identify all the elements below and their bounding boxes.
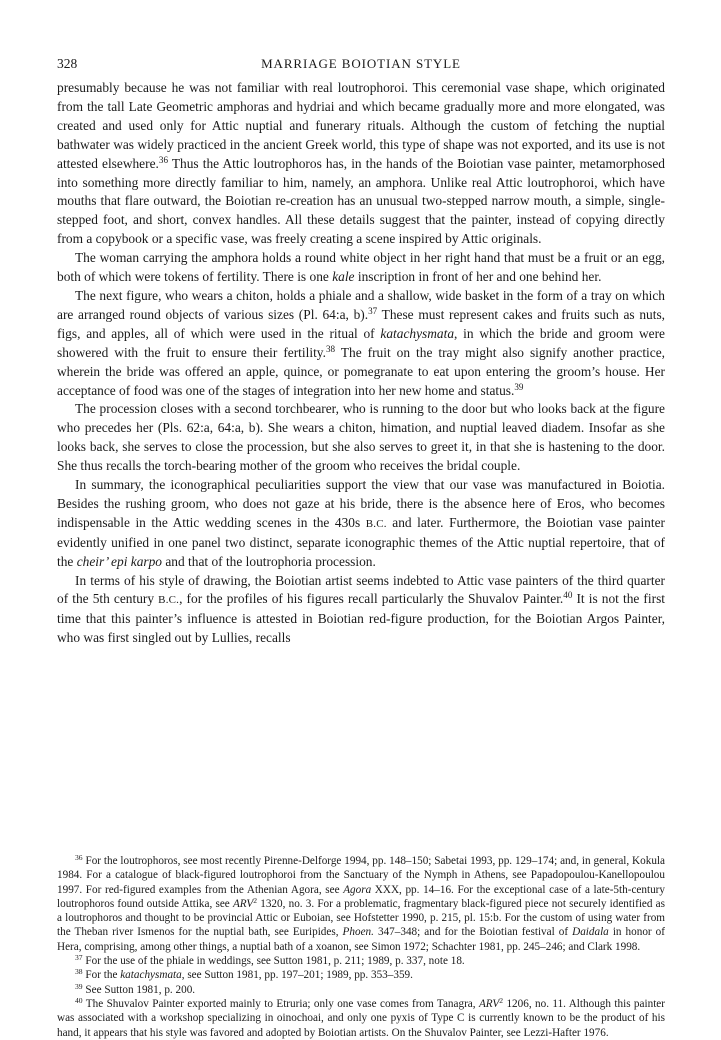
text-run: In terms of his style of drawing, the Boiotian artist seems indebted to Attic vase painters of the third quarter of the 5th century (57, 572, 665, 607)
footnote-ref-37: 37 (368, 305, 378, 316)
italic-title: Daidala (572, 926, 609, 939)
page-header (57, 56, 665, 72)
era-abbrev: B.C. (158, 594, 180, 607)
text-run: , in which the bride and groom were showered with the fruit to ensure their fertility. (57, 325, 666, 360)
text-run: The Shuvalov Painter exported mainly to Etruria; only one vase comes from Tanagra, (82, 997, 479, 1010)
italic-title: Phoen. (342, 926, 374, 939)
text-run: and later. Furthermore, the Boiotian vase painter evidently unified in one panel two distinct, separate iconographic themes of the Attic nuptial repertoire, that of the (57, 514, 665, 569)
text-run: The woman carrying the amphora holds a round white object in her right hand that must be a fruit or an egg, both of which were tokens of fertility. There is one (57, 250, 665, 285)
text-run: inscription in front of her and one behind her. (354, 269, 602, 285)
italic-title: ARV (232, 897, 254, 910)
italic-term-kale: kale (332, 269, 355, 285)
footnote-number: 39 (75, 981, 83, 991)
footnote-36 (57, 854, 665, 954)
footnote-number: 38 (75, 967, 83, 977)
footnote-38 (57, 968, 665, 982)
paragraph-3 (57, 287, 665, 400)
page-number: 328 (57, 56, 78, 71)
text-run: Thus the Attic loutrophoros has, in the hands of the Boiotian vase painter, metamorphosed into something more directly familiar to him, namely, an amphora. Unlike real Attic loutrophoroi, which have mouths that flare outward, the Boiotian re-creation has an unusual two-stepped narrow mouth, a simple, single-stepped foot, and short, convex handles. All these details suggest that the painter, instead of copying directly from a copybook or a specific vase, was freely creating a scene inspired by Attic originals. (57, 155, 665, 247)
footnote-ref-39: 39 (514, 381, 524, 392)
footnote-ref-40: 40 (563, 590, 573, 601)
running-title: MARRIAGE BOIOTIAN STYLE (261, 56, 461, 71)
footnote-40 (57, 997, 665, 1040)
footnote-ref-36: 36 (158, 154, 168, 165)
footnote-number: 36 (75, 852, 83, 862)
footnotes (57, 854, 665, 1040)
text-run: See Sutton 1981, p. 200. (82, 983, 196, 996)
footnote-37 (57, 954, 665, 968)
footnote-number: 40 (75, 995, 83, 1005)
text-run: For the loutrophoros, see most recently Pirenne-Delforge 1994, pp. 148–150; Sabetai 1993, pp. 129–174; and, in general, Kokula 1984. For a catalogue of black-figured loutrophoroi from the Sanctuary of the Nymph in Athens, see Papadopoulou-Kanellopoulou 1997. For red-figured examples from the Athenian Agora, see (57, 855, 665, 896)
era-abbrev: B.C. (365, 517, 387, 530)
text-run: The fruit on the tray might also signify another practice, wherein the bride was offered an apple, quince, or pomegranate to eat upon entering the groom’s house. Her acceptance of food was one of the stages of integration into her new home and status. (57, 344, 665, 398)
body-text (57, 79, 665, 648)
edition-superscript: 2 (253, 895, 258, 905)
text-run: The next figure, who wears a chiton, holds a phiale and a shallow, wide basket in the form of a tray on which are arranged round objects of various sizes (Pl. 64:a, b). (57, 287, 665, 322)
paragraph-2 (57, 249, 665, 287)
italic-title: Agora (343, 883, 372, 896)
text-run: 1206, no. 11. Although this painter was associated with a workshop specializing in oinochoai, and only one pyxis of Type C is currently known to be the product of his hand, it appears that his style was favored and adopted by Boiotian artists. On the Shuvalov Painter, see Lezzi-Hafter 1976. (57, 997, 665, 1039)
text-run: For the (82, 969, 121, 982)
text-run: , for the profiles of his figures recall particularly the Shuvalov Painter. (179, 591, 564, 607)
italic-term-katachysmata: katachysmata (120, 969, 182, 982)
text-run: in honor of Hera, comprising, among other things, a nuptial bath of a xoanon, see Simon 1972; Schachter 1981, pp. 245–246; and Clark 1998. (57, 926, 665, 953)
paragraph-5 (57, 476, 665, 572)
text-run: These must represent cakes and fruits such as nuts, figs, and apples, all of which were used in the ritual of (57, 306, 665, 341)
paragraph-1 (57, 79, 665, 249)
edition-superscript: 2 (499, 995, 504, 1005)
paragraph-6 (57, 572, 665, 649)
text-run: XXX, pp. 14–16. For the exceptional case of a late-5th-century loutrophoros found outside Attika, see (57, 883, 665, 910)
text-run: , see Sutton 1981, pp. 197–201; 1989, pp. 353–359. (181, 969, 413, 982)
footnote-ref-38: 38 (325, 343, 336, 354)
footnote-number: 37 (75, 952, 83, 962)
italic-term-katachysmata: katachysmata (380, 325, 455, 341)
text-run: It is not the first time that this painter’s influence is attested in Boiotian red-figure production, for the Boiotian Argos Painter, who was first singled out by Lullies, recalls (57, 591, 666, 646)
text-run: For the use of the phiale in weddings, see Sutton 1981, p. 211; 1989, p. 337, note 18. (82, 955, 465, 968)
italic-term-cheir: cheir’ epi karpo (76, 553, 162, 569)
paragraph-4: The procession closes with a second torchbearer, who is running to the door but who looks back at the figure who precedes her (Pls. 62:a, 64:a, b). She wears a chiton, himation, and nuptial leaved diadem. Insofar as she looks back, she serves to close the procession, but she also serves to greet it, in that she is hastening to the door. She thus recalls the torch-bearing mother of the groom who receives the bridal couple. (57, 401, 665, 474)
text-run: 347–348; and for the Boiotian festival of (373, 926, 573, 939)
italic-title: ARV (478, 997, 500, 1010)
text-run: 1320, no. 3. For a problematic, fragmentary black-figured piece not securely identified as a loutrophoros and thought to be provincial Attic or Euboian, see Hofstetter 1990, p. 215, pl. 15:b. For the custom of using water from the Theban river Ismenos for the nuptial bath, see Euripides, (57, 897, 665, 939)
footnote-39 (57, 983, 665, 997)
text-run: presumably because he was not familiar with real loutrophoroi. This ceremonial vase shape, which originated from the tall Late Geometric amphoras and hydriai and which became gradually more and more elongated, was created and used only for Attic nuptial and funerary rituals. Although the custom of fetching the nuptial bathwater was widely practiced in the ancient Greek world, this type of shape was not exported, and its use is not attested elsewhere. (57, 80, 665, 171)
text-run: and that of the loutrophoria procession. (162, 553, 376, 569)
text-run: In summary, the iconographical peculiarities support the view that our vase was manufactured in Boiotia. Besides the rushing groom, who does not gaze at his bride, there is the absence here of Eros, who becomes indispensable in the Attic wedding scenes in the 430s (57, 477, 665, 530)
